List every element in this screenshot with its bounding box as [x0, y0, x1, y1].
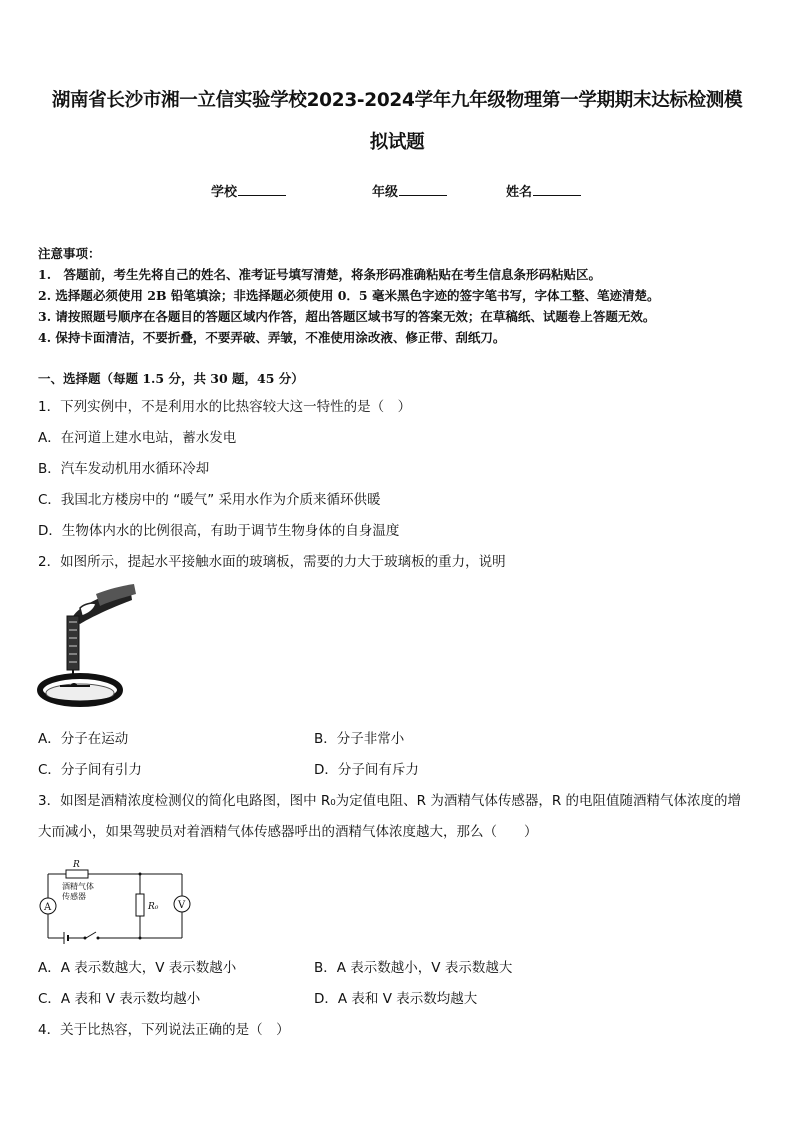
- notice-item: 4. 保持卡面清洁，不要折叠，不要弄破、弄皱，不准使用涂改液、修正带、刮纸刀。: [38, 330, 506, 345]
- school-label: 学校: [211, 185, 238, 200]
- q3-option-a: A．A 表示数越大，V 表示数越小: [38, 960, 237, 976]
- page-title-line2: 拟试题: [369, 132, 425, 153]
- question-2-stem: 2．如图所示，提起水平接触水面的玻璃板，需要的力大于玻璃板的重力，说明: [38, 554, 506, 570]
- q2-option-b: B．分子非常小: [314, 731, 405, 747]
- q2-option-a: A．分子在运动: [38, 731, 129, 747]
- name-blank: [533, 183, 581, 196]
- alcohol-tester-circuit: [38, 858, 196, 946]
- r0-resistor-icon: [136, 894, 144, 916]
- sensor-label-line2: 传感器: [62, 892, 86, 901]
- page-title: 湖南省长沙市湘一立信实验学校2023-2024学年九年级物理第一学期期末达标检测模: [51, 90, 743, 111]
- q1-option-a: A．在河道上建水电站，蓄水发电: [38, 430, 237, 446]
- q1-option-b: B．汽车发动机用水循环冷却: [38, 461, 210, 477]
- question-4-stem: 4．关于比热容，下列说法正确的是（ ）: [38, 1022, 290, 1038]
- name-label: 姓名: [506, 185, 533, 200]
- question-3-stem: 3．如图是酒精浓度检测仪的简化电路图，图中 R₀为定值电阻、R 为酒精气体传感器，R 的电阻值随酒精气体浓度的增: [38, 793, 742, 809]
- question-3-stem-line2: 大而减小，如果驾驶员对着酒精气体传感器呼出的酒精气体浓度越大，那么（ ）: [38, 824, 538, 840]
- q2-option-d: D．分子间有斥力: [314, 762, 419, 778]
- grade-field: [372, 181, 447, 200]
- switch-icon: [86, 932, 96, 938]
- q2-option-c: C．分子间有引力: [38, 762, 142, 778]
- grade-label: 年级: [372, 185, 399, 200]
- q3-option-c: C．A 表和 V 表示数均越小: [38, 991, 201, 1007]
- q1-option-c: C．我国北方楼房中的 “暖气” 采用水作为介质来循环供暖: [38, 492, 381, 508]
- notice-item: 2. 选择题必须使用 2B 铅笔填涂；非选择题必须使用 0．5 毫米黑色字迹的签字笔书写，字体工整、笔迹清楚。: [38, 288, 660, 303]
- q1-option-d: D．生物体内水的比例很高，有助于调节生物身体的自身温度: [38, 523, 400, 539]
- notice-item: 3. 请按照题号顺序在各题目的答题区域内作答，超出答题区域书写的答案无效；在草稿纸、试题卷上答题无效。: [38, 309, 656, 324]
- notice-heading: 注意事项：: [38, 246, 101, 261]
- question-1-stem: 1．下列实例中，不是利用水的比热容较大这一特性的是（ ）: [38, 399, 412, 415]
- notice-item: 1. 答题前，考生先将自己的姓名、准考证号填写清楚，将条形码准确粘贴在考生信息条形码粘贴区。: [38, 267, 602, 282]
- sensor-label-line1: 酒精气体: [62, 882, 94, 891]
- glass-plate-figure: [36, 582, 140, 714]
- voltmeter-label: V: [178, 900, 186, 911]
- school-blank: [238, 183, 286, 196]
- r0-label: R₀: [148, 902, 159, 912]
- section-heading: 一、选择题（每题 1.5 分，共 30 题，45 分）: [38, 371, 304, 386]
- q3-option-b: B．A 表示数越小，V 表示数越大: [314, 960, 513, 976]
- grade-blank: [399, 183, 447, 196]
- name-field: [506, 181, 581, 200]
- ammeter-label: A: [44, 902, 52, 913]
- school-field: [211, 181, 286, 200]
- r-label: R: [73, 860, 80, 870]
- q3-option-d: D．A 表和 V 表示数均越大: [314, 991, 478, 1007]
